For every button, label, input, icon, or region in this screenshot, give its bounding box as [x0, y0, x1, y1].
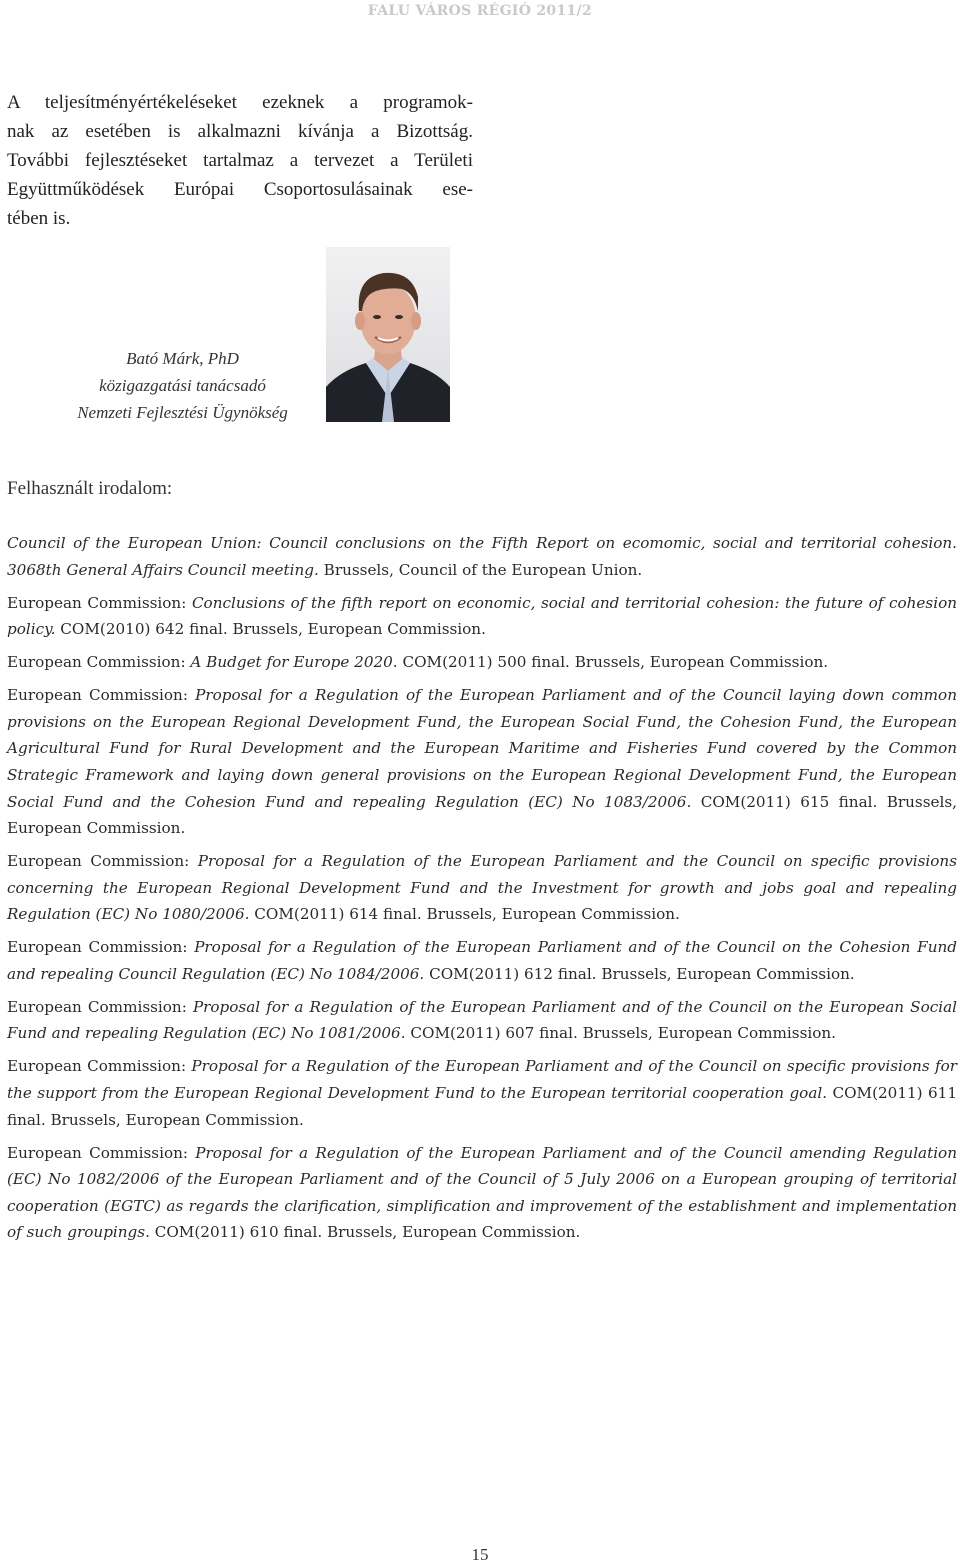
reference-publication: COM(2011) 500 final. Brussels, European Commission. — [397, 653, 829, 672]
intro-line: Együttműködések Európai Csoportosulásainak ese- — [7, 179, 473, 200]
journal-header: FALU VÁROS RÉGIÓ 2011/2 — [367, 3, 592, 19]
reference-title: A Budget for Europe 2020. — [190, 653, 398, 672]
reference-item — [7, 1140, 957, 1246]
reference-title: Council of the European Union: Council conclusions on the Fifth Report on ecomomic, social and territorial cohesion. 3068th General Affairs Council meeting. — [7, 534, 957, 579]
references-title: Felhasznált irodalom: — [7, 478, 173, 499]
reference-author: European Commission: — [7, 686, 196, 705]
reference-author: European Commission: — [7, 938, 195, 957]
reference-author: European Commission: — [7, 1143, 196, 1162]
reference-title: Proposal for a Regulation of the European Parliament and of the Council on specific provisions for the support from the European Regional Development Fund to the European territorial cooperation goal. — [7, 1057, 957, 1103]
reference-title: Proposal for a Regulation of the European Parliament and of the Council laying down common provisions on the European Regional Development Fund, the European Social Fund, the Cohesion Fund, the European Agricultural Fund for Rural Development and the European Maritime and Fisheries Fund covered by the Common Strategic Framework and laying down general provisions on the European Regional Development Fund, the European Social Fund and the Cohesion Fund and repealing Regulation (EC) No 1083/2006. — [7, 686, 957, 811]
reference-item — [7, 934, 957, 987]
reference-publication: COM(2011) 614 final. Brussels, European Commission. — [249, 905, 680, 924]
reference-title: Proposal for a Regulation of the European Parliament and of the Council amending Regulation (EC) No 1082/2006 of the European Parliament and of the Council of 5 July 2006 on a European grouping of territorial cooperation (EGTC) as regards the clarification, simplification and improvement of the establishment and implementation of such groupings. — [7, 1143, 957, 1242]
portrait-illustration — [326, 247, 450, 422]
reference-item — [7, 682, 957, 842]
reference-publication: COM(2011) 611 final. Brussels, European Commission. — [7, 1084, 957, 1129]
reference-author: European Commission: — [7, 997, 193, 1016]
reference-author: European Commission: — [7, 852, 198, 871]
reference-publication: COM(2011) 612 final. Brussels, European Commission. — [424, 964, 855, 983]
author-portrait — [326, 247, 450, 422]
reference-item — [7, 848, 957, 928]
reference-publication: Brussels, Council of the European Union. — [318, 560, 643, 579]
reference-title: Proposal for a Regulation of the European Parliament and of the Council on the Cohesion Fund and repealing Council Regulation (EC) No 1084/2006. — [7, 938, 957, 983]
intro-line: További fejlesztéseket tartalmaz a tervezet a Területi — [7, 150, 473, 171]
reference-item — [7, 530, 957, 583]
references-list — [7, 530, 957, 1252]
intro-paragraph — [7, 88, 473, 233]
reference-publication: COM(2011) 610 final. Brussels, European Commission. — [149, 1223, 581, 1242]
reference-publication: COM(2011) 615 final. Brussels, European Commission. — [7, 792, 957, 838]
reference-author: European Commission: — [7, 593, 192, 612]
reference-publication: COM(2010) 642 final. Brussels, European Commission. — [55, 620, 486, 639]
reference-author: European Commission: — [7, 653, 191, 672]
intro-line: nak az esetében is alkalmazni kívánja a Bizottság. — [7, 121, 473, 142]
author-role: közigazgatási tanácsadó — [99, 376, 266, 395]
reference-publication: COM(2011) 607 final. Brussels, European Commission. — [405, 1024, 836, 1043]
author-name: Bató Márk, PhD — [126, 349, 239, 368]
reference-item — [7, 1053, 957, 1133]
intro-line: tében is. — [7, 208, 71, 229]
reference-item — [7, 994, 957, 1047]
reference-title: Proposal for a Regulation of the European Parliament and the Council on specific provisions concerning the European Regional Development Fund and the Investment for growth and jobs goal and repealing Regulation (EC) No 1080/2006. — [7, 852, 957, 924]
author-block — [60, 345, 305, 426]
reference-title: Conclusions of the fifth report on economic, social and territorial cohesion: the future of cohesion policy. — [7, 593, 957, 639]
reference-title: Proposal for a Regulation of the European Parliament and of the Council on the European Social Fund and repealing Regulation (EC) No 1081/2006. — [7, 997, 957, 1043]
reference-item — [7, 649, 957, 676]
page-number: 15 — [471, 1545, 489, 1564]
reference-item — [7, 590, 957, 643]
author-organization: Nemzeti Fejlesztési Ügynökség — [77, 403, 288, 422]
reference-author: European Commission: — [7, 1057, 192, 1076]
intro-line: A teljesítményértékeléseket ezeknek a programok- — [7, 92, 473, 113]
